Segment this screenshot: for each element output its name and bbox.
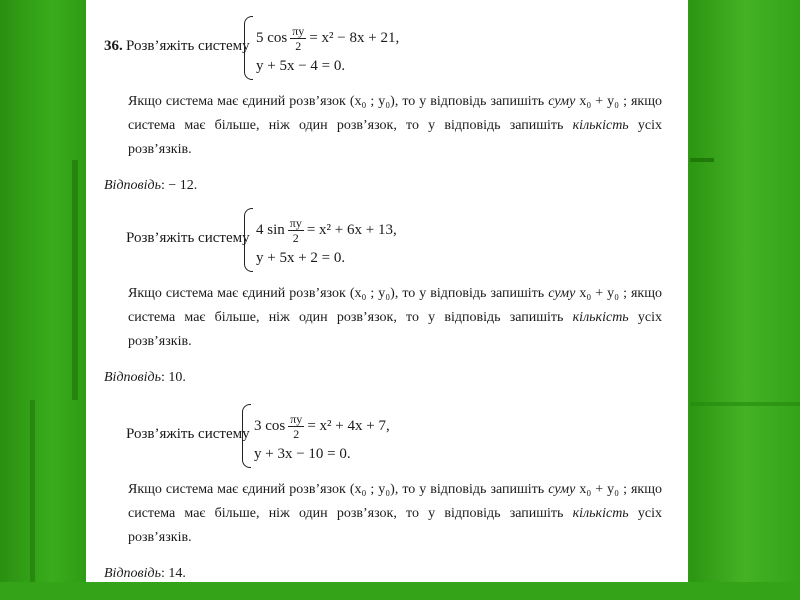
problem-prompt: Розв’яжіть систему [126, 230, 250, 246]
slide-decoration [690, 402, 800, 406]
fraction [290, 24, 306, 53]
answer-value: : − 12. [160, 178, 198, 193]
slide-background-right [690, 0, 800, 600]
desc-text: x₀ + y₀ ; якщо система має більше, ніж один розв’язок, то у відповідь запишіть [128, 286, 663, 325]
fraction-numerator: πy [289, 216, 302, 230]
problem-description [86, 90, 688, 162]
fraction-denominator: 2 [292, 231, 299, 245]
answer-value: : 10. [160, 370, 186, 385]
desc-emphasis: суму [548, 482, 576, 497]
desc-text: x₀ + y₀ ; якщо система має більше, ніж один розв’язок, то у відповідь запишіть [128, 94, 663, 133]
system-brace [242, 404, 251, 468]
fraction-denominator: 2 [293, 427, 300, 441]
problem-block [86, 14, 688, 194]
document-page [86, 0, 688, 582]
problem-description [86, 282, 688, 354]
answer-line [104, 370, 688, 386]
problem-number: 36. [104, 38, 123, 54]
answer-label: Відповідь [104, 178, 161, 193]
desc-emphasis: кількість [572, 506, 629, 521]
desc-text: Якщо система має єдиний розв’язок (x₀ ; y₀), то у відповідь запишіть [128, 482, 545, 497]
problem-description [86, 478, 688, 550]
answer-label: Відповідь [104, 370, 161, 385]
equation-rhs: = x² + 4x + 7, [307, 417, 390, 434]
equation-2: y + 3x − 10 = 0. [254, 446, 351, 462]
answer-line [104, 566, 688, 582]
equation-rhs: = x² + 6x + 13, [306, 221, 397, 238]
slide-decoration [690, 158, 714, 162]
equation-rhs: = x² − 8x + 21, [309, 29, 400, 46]
answer-line [104, 178, 688, 194]
problem-prompt: Розв’яжіть систему [126, 38, 250, 54]
equation-2: y + 5x + 2 = 0. [256, 250, 346, 266]
answer-label: Відповідь [104, 566, 161, 581]
desc-emphasis: суму [548, 286, 576, 301]
equation-1 [256, 24, 399, 53]
desc-text: Якщо система має єдиний розв’язок (x₀ ; y₀), то у відповідь запишіть [128, 286, 545, 301]
desc-text: усіх розв’язків. [128, 506, 662, 545]
desc-text: усіх розв’язків. [128, 310, 662, 349]
slide-decoration [72, 160, 78, 400]
problem-block [86, 206, 688, 386]
equation-trig: 5 cos [256, 29, 288, 46]
desc-text: Якщо система має єдиний розв’язок (x₀ ; y₀), то у відповідь запишіть [128, 94, 545, 109]
fraction-numerator: πy [292, 24, 305, 38]
desc-text: x₀ + y₀ ; якщо система має більше, ніж один розв’язок, то у відповідь запишіть [128, 482, 663, 521]
equation-trig: 3 cos [254, 417, 286, 434]
desc-emphasis: кількість [572, 310, 629, 325]
fraction [288, 216, 304, 245]
fraction [288, 412, 304, 441]
answer-value: : 14. [160, 566, 186, 581]
desc-emphasis: кількість [572, 118, 629, 133]
desc-text: усіх розв’язків. [128, 118, 662, 157]
equation-2: y + 5x − 4 = 0. [256, 58, 346, 74]
equation-1 [256, 216, 397, 245]
desc-emphasis: суму [548, 94, 576, 109]
problem-prompt: Розв’яжіть систему [126, 426, 250, 442]
slide-decoration [30, 400, 35, 600]
equation-1 [254, 412, 390, 441]
problem-block [86, 402, 688, 582]
system-brace [244, 208, 253, 272]
slide-background-bottom [0, 582, 800, 600]
fraction-denominator: 2 [295, 39, 302, 53]
system-brace [244, 16, 253, 80]
fraction-numerator: πy [290, 412, 303, 426]
equation-trig: 4 sin [256, 221, 285, 238]
